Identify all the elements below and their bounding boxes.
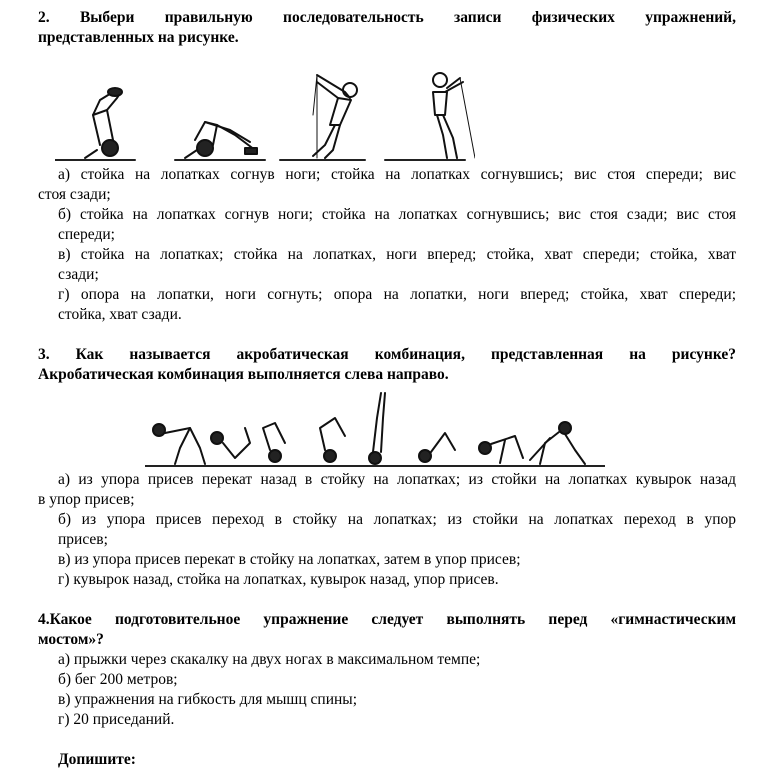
figure-hang-front xyxy=(313,75,357,158)
question-2-title xyxy=(38,8,736,48)
figure-shoulder-stand xyxy=(369,393,385,464)
question-2-line-2: представленных на рисунке. xyxy=(38,29,239,46)
figure-rise xyxy=(320,418,345,462)
q2-option-d-line-1: г) опора на лопатки, ноги согнуть; опора на лопатки, ноги вперед; стойка, хват спереди; xyxy=(58,286,736,303)
footer-fill-in: Допишите: xyxy=(58,751,136,768)
q3-option-b-line-2: присев; xyxy=(58,531,108,548)
question-3-line-2: Акробатическая комбинация выполняется слева направо. xyxy=(38,366,449,383)
question-3-options xyxy=(38,470,736,590)
figure-roll-back xyxy=(211,428,250,458)
q4-option-a: а) прыжки через скакалку на двух ногах в максимальном темпе; xyxy=(58,651,481,668)
question-2-line-1: 2. Выбери правильную последовательность записи физических упражнений, xyxy=(38,9,736,26)
question-4-line-2: мостом»? xyxy=(38,631,104,648)
q3-option-a-line-1: а) из упора присев перекат назад в стойку на лопатках; из стойки на лопатках кувырок назад xyxy=(58,471,736,488)
question-3-figure xyxy=(145,388,605,470)
q3-option-c-line-1: в) из упора присев перекат в стойку на лопатках, затем в упор присев; xyxy=(58,551,521,568)
q2-option-c-line-1: в) стойка на лопатках; стойка на лопатках, ноги вперед; стойка, хват спереди; стойка, хват xyxy=(58,246,736,263)
q2-option-b-line-1: б) стойка на лопатках согнув ноги; стойка на лопатках согнувшись; вис стоя сзади; вис стоя xyxy=(58,206,736,223)
q2-option-c-line-2: сзади; xyxy=(58,266,99,283)
q2-option-b-line-2: спереди; xyxy=(58,226,115,243)
question-2-figure xyxy=(55,70,475,165)
figure-shoulder-stand-bent xyxy=(85,88,122,158)
question-4-options xyxy=(38,650,736,730)
figure-lower xyxy=(419,433,455,462)
q3-option-d-line-1: г) кувырок назад, стойка на лопатках, кувырок назад, упор присев. xyxy=(58,571,499,588)
question-3-line-1: 3. Как называется акробатическая комбинация, представленная на рисунке? xyxy=(38,346,736,363)
figure-tuck-roll xyxy=(263,423,285,462)
q4-option-d: г) 20 приседаний. xyxy=(58,711,175,728)
question-2-options xyxy=(38,165,736,325)
q2-option-a-line-1: а) стойка на лопатках согнув ноги; стойка на лопатках согнувшись; вис стоя спереди; вис xyxy=(58,166,736,183)
figure-squat-support xyxy=(153,424,205,464)
q2-option-d-line-2: стойка, хват сзади. xyxy=(58,306,182,323)
figure-hang-back xyxy=(433,73,475,158)
figure-squat-end xyxy=(530,422,585,464)
q3-option-a-line-2: в упор присев; xyxy=(38,491,135,508)
question-4-title xyxy=(38,610,736,650)
figure-backward-roll xyxy=(479,436,523,463)
q3-option-b-line-1: б) из упора присев переход в стойку на лопатках; из стойки на лопатках переход в упор xyxy=(58,511,736,528)
question-4-line-1: 4.Какое подготовительное упражнение следует выполнять перед «гимнастическим xyxy=(38,611,736,628)
q4-option-b: б) бег 200 метров; xyxy=(58,671,178,688)
q2-option-a-line-2: стоя сзади; xyxy=(38,186,111,203)
q4-option-c: в) упражнения на гибкость для мышц спины; xyxy=(58,691,358,708)
question-3-title xyxy=(38,345,736,385)
figure-shoulder-stand-piked xyxy=(185,122,257,158)
